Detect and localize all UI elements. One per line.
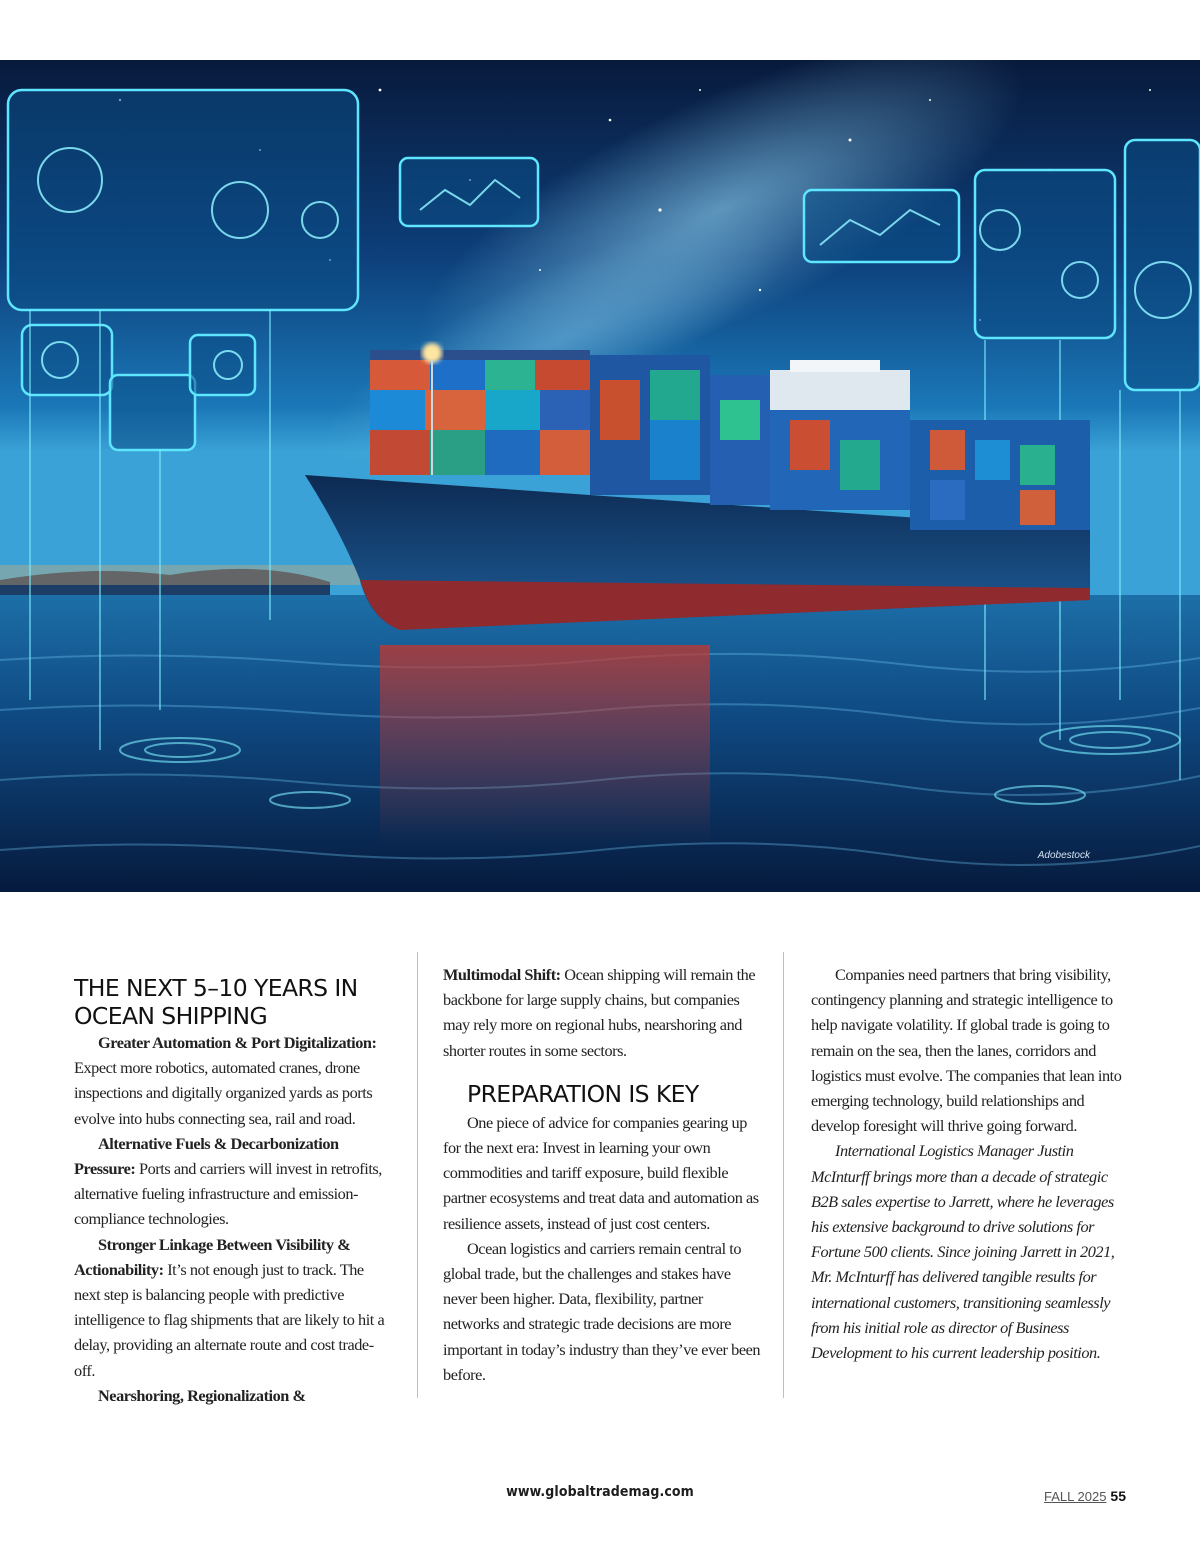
lead-nearshoring-part1: Nearshoring, Regionalization & bbox=[98, 1385, 306, 1405]
page-folio bbox=[1044, 1488, 1126, 1504]
column-2 bbox=[443, 962, 761, 1387]
section-heading-preparation: PREPARATION IS KEY bbox=[467, 1079, 699, 1108]
column-3 bbox=[811, 962, 1126, 1365]
issue-label: FALL 2025 bbox=[1044, 1489, 1107, 1504]
paragraph-partners: Companies need partners that bring visibility, contingency planning and strategic intelligence to help navigate volatility. If global trade is going to remain on the sea, then the lanes, corridors and logistics must evolve. The companies that lean into emerging technology, build relationships and develop foresight will thrive going forward. bbox=[811, 965, 1122, 1136]
text-fuels: Ports and carriers will invest in retrofits, alternative fueling infrastructure and emission-compliance technologies. bbox=[74, 1159, 382, 1229]
column-rule-2 bbox=[783, 952, 784, 1398]
section-heading-next-years: THE NEXT 5–10 YEARS IN OCEAN SHIPPING bbox=[74, 974, 358, 1030]
lead-visibility: Stronger Linkage Between Visibility & Actionability: bbox=[74, 1234, 351, 1279]
text-nearshoring: Ocean shipping will remain the backbone for large supply chains, but companies may rely more on regional hubs, nearshoring and shorter routes in some sectors. bbox=[443, 965, 756, 1060]
paragraph-nearshoring-cont bbox=[443, 962, 761, 1063]
paragraph-automation bbox=[74, 1030, 392, 1131]
text-automation: Expect more robotics, automated cranes, drone inspections and digitally organized yards as ports evolve into hubs connecting sea, rail and road. bbox=[74, 1058, 373, 1128]
hero-image bbox=[0, 60, 1200, 892]
page-number: 55 bbox=[1110, 1488, 1126, 1504]
paragraph-visibility bbox=[74, 1232, 392, 1383]
column-1 bbox=[74, 962, 392, 1408]
photo-credit: Adobestock bbox=[1037, 850, 1090, 861]
footer-website-url[interactable]: www.globaltrademag.com bbox=[506, 1484, 694, 1500]
lead-automation: Greater Automation & Port Digitalization: bbox=[98, 1033, 377, 1052]
column-rule-1 bbox=[417, 952, 418, 1398]
author-bio: International Logistics Manager Justin McInturff brings more than a decade of strategic B2B sales expertise to Jarrett, where he leverages his extensive background to drive solutions for Fortune 500 clients. Since joining Jarrett in 2021, Mr. McInturff has delivered tangible results for international customers, transitioning seamlessly from his initial role as director of Business Development to his current leadership position. bbox=[811, 1141, 1115, 1363]
ship-illustration bbox=[0, 60, 1200, 892]
paragraph-nearshoring-start bbox=[74, 1383, 392, 1408]
lead-fuels: Alternative Fuels & Decarbonization Pressure: bbox=[74, 1133, 339, 1179]
text-visibility: It’s not enough just to track. The next step is balancing people with predictive intelligence to flag shipments that are likely to hit a delay, providing an alternate route and cost trade-off. bbox=[74, 1259, 385, 1380]
lead-nearshoring-part2: Multimodal Shift: bbox=[443, 965, 561, 984]
paragraph-advice: One piece of advice for companies gearing up for the next era: Invest in learning your own commodities and tariff exposure, build flexible partner ecosystems and treat data and automation as resilience assets, instead of just cost centers. bbox=[443, 1112, 759, 1233]
paragraph-ocean-logistics: Ocean logistics and carriers remain central to global trade, but the challenges and stakes have never been higher. Data, flexibility, partner networks and strategic trade decisions are more important in today’s industry than they’ve ever been before. bbox=[443, 1238, 761, 1384]
paragraph-fuels bbox=[74, 1131, 392, 1232]
